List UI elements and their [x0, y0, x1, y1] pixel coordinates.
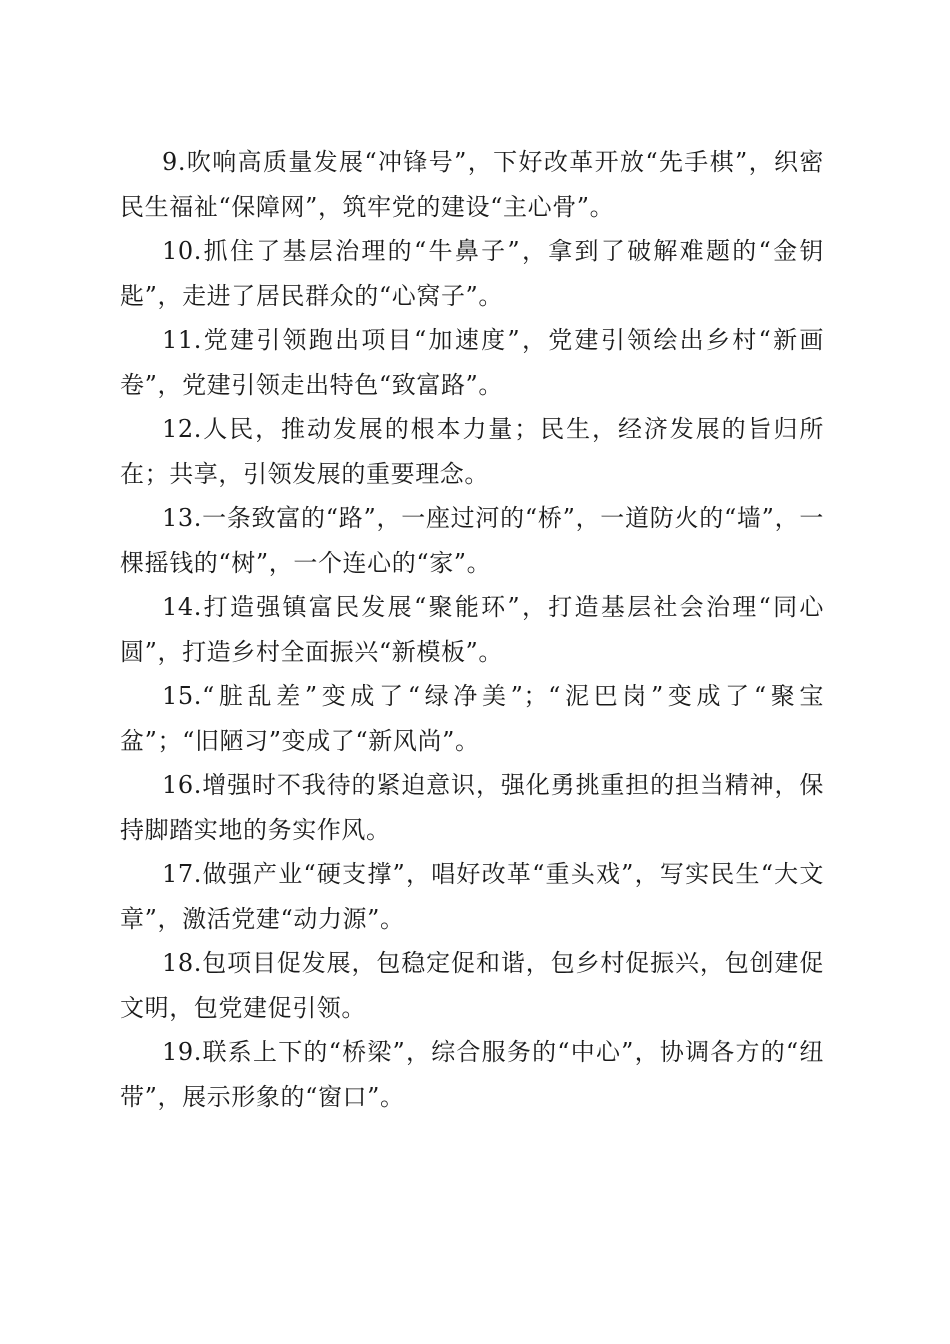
paragraph-14: 14.打造强镇富民发展“聚能环”，打造基层社会治理“同心圆”，打造乡村全面振兴“新模板”。 [120, 593, 824, 666]
document-body [120, 140, 824, 1119]
paragraph-17: 17.做强产业“硬支撑”，唱好改革“重头戏”，写实民生“大文章”，激活党建“动力源”。 [120, 860, 824, 933]
paragraph-9: 9.吹响高质量发展“冲锋号”，下好改革开放“先手棋”，织密民生福祉“保障网”，筑牢党的建设“主心骨”。 [120, 148, 824, 221]
paragraph-15: 15.“脏乱差”变成了“绿净美”；“泥巴岗”变成了“聚宝盆”；“旧陋习”变成了“新风尚”。 [120, 682, 824, 755]
paragraph-19: 19.联系上下的“桥梁”，综合服务的“中心”，协调各方的“纽带”，展示形象的“窗口”。 [120, 1038, 824, 1111]
paragraph-11: 11.党建引领跑出项目“加速度”，党建引领绘出乡村“新画卷”，党建引领走出特色“致富路”。 [120, 326, 824, 399]
paragraph-10: 10.抓住了基层治理的“牛鼻子”，拿到了破解难题的“金钥匙”，走进了居民群众的“心窝子”。 [120, 237, 824, 310]
paragraph-12: 12.人民，推动发展的根本力量；民生，经济发展的旨归所在；共享，引领发展的重要理念。 [120, 415, 824, 488]
paragraph-18: 18.包项目促发展，包稳定促和谐，包乡村促振兴，包创建促文明，包党建促引领。 [120, 949, 824, 1022]
paragraph-16: 16.增强时不我待的紧迫意识，强化勇挑重担的担当精神，保持脚踏实地的务实作风。 [120, 771, 824, 844]
paragraph-13: 13.一条致富的“路”，一座过河的“桥”，一道防火的“墙”，一棵摇钱的“树”，一个连心的“家”。 [120, 504, 824, 577]
